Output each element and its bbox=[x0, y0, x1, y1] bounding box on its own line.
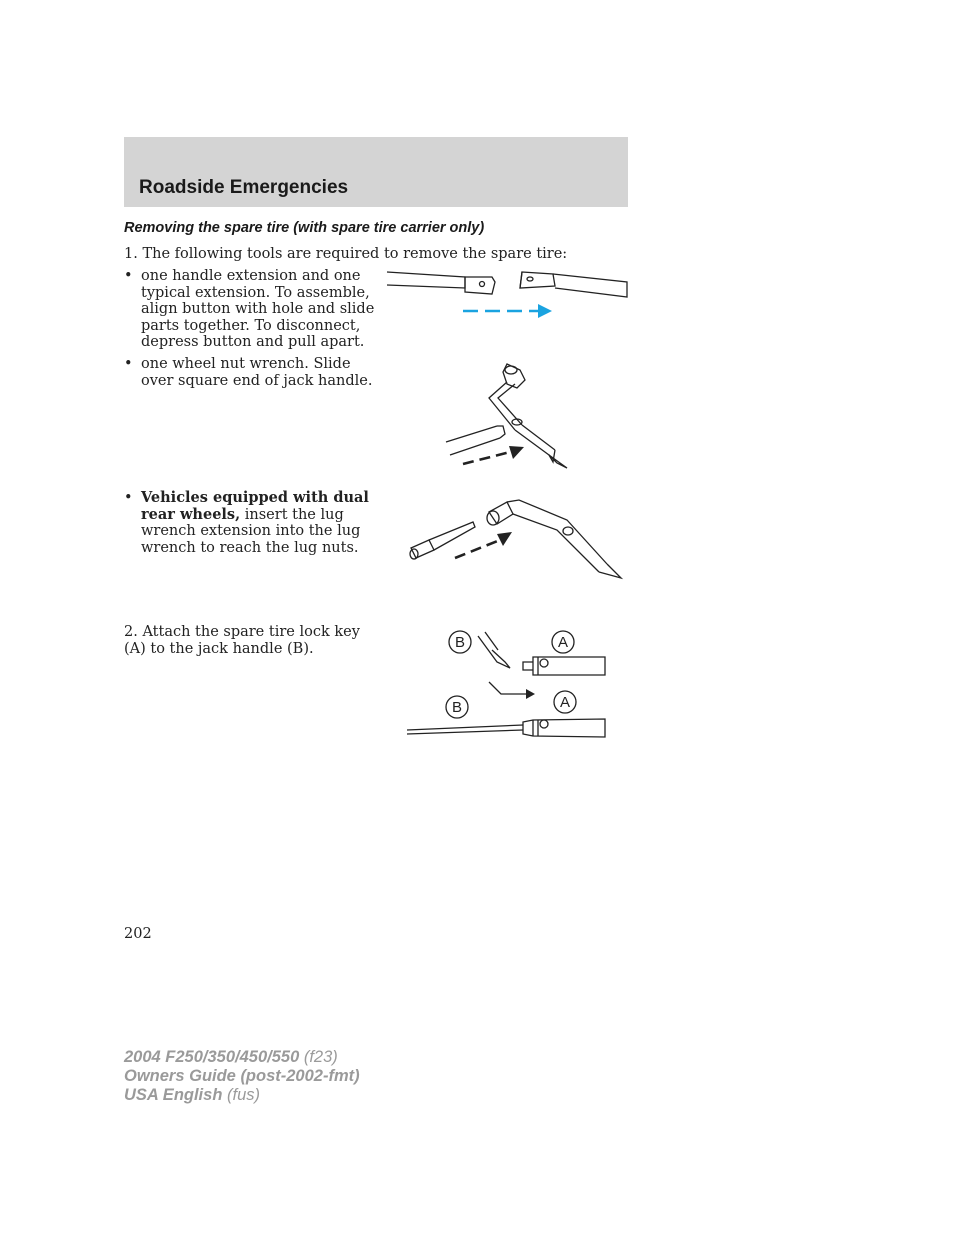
page-number: 202 bbox=[124, 926, 152, 942]
bullet-dot: • bbox=[124, 490, 133, 506]
footer-model: 2004 F250/350/450/550 bbox=[124, 1048, 300, 1066]
footer-language: USA English bbox=[124, 1086, 223, 1104]
bullet-dot: • bbox=[124, 268, 133, 284]
subheading: Removing the spare tire (with spare tire carrier only) bbox=[124, 220, 485, 236]
lock-key-jack-handle-illustration bbox=[405, 622, 610, 742]
bullet-text: one handle extension and one typical extension. To assemble, align button with hole and slide parts together. To disconnect, depress button and pull apart. bbox=[141, 268, 375, 350]
footer-guide: Owners Guide (post-2002-fmt) bbox=[124, 1067, 360, 1085]
bullet-text bbox=[141, 490, 377, 556]
label-a-top: A bbox=[557, 634, 569, 651]
bullet-dot: • bbox=[124, 356, 133, 372]
bullet-text: one wheel nut wrench. Slide over square end of jack handle. bbox=[141, 356, 373, 389]
lug-wrench-extension-illustration bbox=[407, 492, 625, 584]
label-a-bottom: A bbox=[559, 694, 571, 711]
footer-language-code: (fus) bbox=[227, 1086, 260, 1104]
wheel-nut-wrench-illustration bbox=[445, 360, 575, 475]
bullet-rest-text: insert the lug wrench extension into the lug wrench to reach the lug nuts. bbox=[141, 506, 361, 556]
document-footer bbox=[124, 1048, 360, 1105]
blue-arrow-head bbox=[538, 304, 552, 318]
extension-assembly-illustration bbox=[385, 264, 630, 322]
step-1-text: 1. The following tools are required to remove the spare tire: bbox=[124, 246, 568, 262]
section-title: Roadside Emergencies bbox=[139, 177, 349, 198]
step-2-text: 2. Attach the spare tire lock key (A) to the jack handle (B). bbox=[124, 624, 360, 657]
bullet-bold-text: Vehicles equipped with dual rear wheels, bbox=[141, 489, 369, 523]
footer-model-code: (f23) bbox=[303, 1048, 338, 1066]
label-b-top: B bbox=[454, 634, 466, 651]
label-b-bottom: B bbox=[451, 699, 463, 716]
